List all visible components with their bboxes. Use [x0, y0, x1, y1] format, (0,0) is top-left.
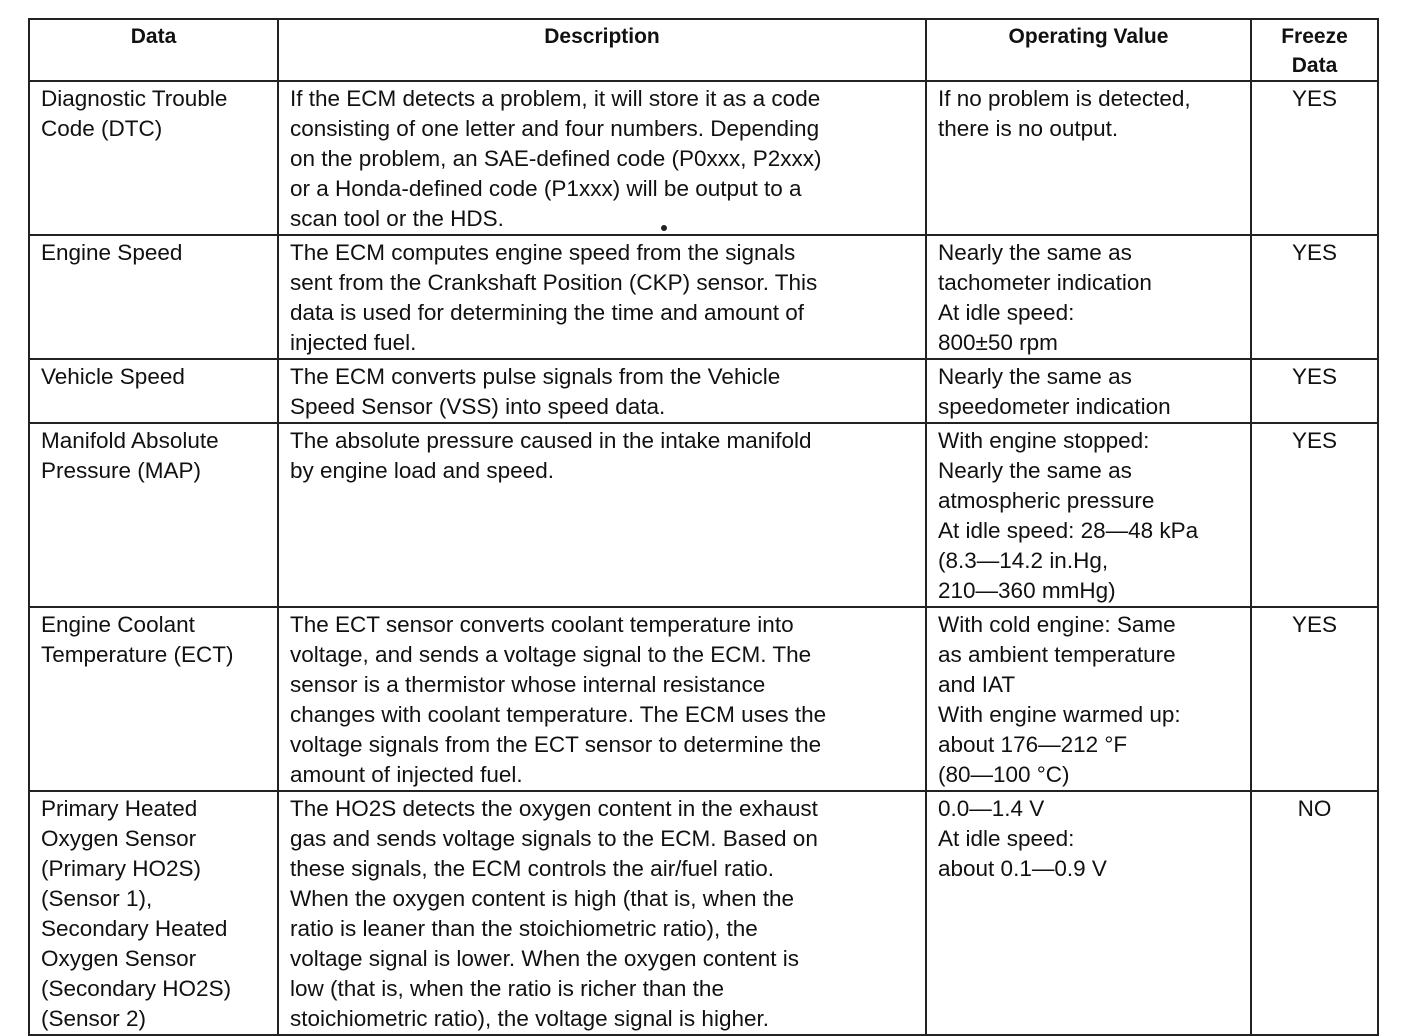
line: amount of injected fuel.	[290, 762, 523, 787]
line: With engine stopped:	[938, 428, 1150, 453]
cell-data	[29, 791, 278, 1035]
line: Oxygen Sensor	[41, 826, 197, 851]
line: The ECT sensor converts coolant temperature into	[290, 612, 794, 637]
line: data is used for determining the time and amount of	[290, 300, 805, 325]
cell-operating-value	[926, 607, 1251, 791]
line: Engine Speed	[41, 240, 183, 265]
line: and IAT	[938, 672, 1016, 697]
row-ho2s	[29, 791, 1378, 1035]
line: scan tool or the HDS.	[290, 206, 504, 231]
line: gas and sends voltage signals to the ECM. Based on	[290, 826, 818, 851]
cell-description	[278, 423, 926, 607]
line: voltage signals from the ECT sensor to determine the	[290, 732, 822, 757]
line: Nearly the same as	[938, 240, 1132, 265]
data-table	[28, 18, 1379, 1036]
line: voltage signal is lower. When the oxygen content is	[290, 946, 800, 971]
line: atmospheric pressure	[938, 488, 1155, 513]
line: The absolute pressure caused in the intake manifold	[290, 428, 812, 453]
cell-description	[278, 359, 926, 423]
header-row	[29, 19, 1378, 81]
line: speedometer indication	[938, 394, 1171, 419]
cell-operating-value	[926, 423, 1251, 607]
line: (Sensor 1),	[41, 886, 153, 911]
line: Nearly the same as	[938, 458, 1132, 483]
line: The HO2S detects the oxygen content in the exhaust	[290, 796, 818, 821]
line: (80—100 °C)	[938, 762, 1070, 787]
line: sent from the Crankshaft Position (CKP) sensor. This	[290, 270, 818, 295]
line: 210—360 mmHg)	[938, 578, 1116, 603]
cell-description	[278, 791, 926, 1035]
cell-operating-value	[926, 791, 1251, 1035]
line: At idle speed:	[938, 826, 1075, 851]
line: Engine Coolant	[41, 612, 195, 637]
cell-data	[29, 235, 278, 359]
line: At idle speed:	[938, 300, 1075, 325]
line: If the ECM detects a problem, it will store it as a code	[290, 86, 821, 111]
line: (Sensor 2)	[41, 1006, 147, 1031]
line: as ambient temperature	[938, 642, 1176, 667]
cell-freeze: NO	[1251, 791, 1378, 1035]
cell-freeze: YES	[1251, 81, 1378, 235]
line: Secondary Heated	[41, 916, 228, 941]
line: about 0.1—0.9 V	[938, 856, 1107, 881]
line: Nearly the same as	[938, 364, 1132, 389]
line: stoichiometric ratio), the voltage signal is higher.	[290, 1006, 769, 1031]
stray-dot-mark	[661, 225, 667, 231]
cell-description	[278, 81, 926, 235]
cell-freeze: YES	[1251, 359, 1378, 423]
row-vehicle-speed	[29, 359, 1378, 423]
line: about 176—212 °F	[938, 732, 1128, 757]
cell-data	[29, 423, 278, 607]
line: by engine load and speed.	[290, 458, 554, 483]
line: 800±50 rpm	[938, 330, 1058, 355]
cell-operating-value	[926, 81, 1251, 235]
cell-operating-value	[926, 359, 1251, 423]
line: Temperature (ECT)	[41, 642, 234, 667]
line: If no problem is detected,	[938, 86, 1191, 111]
line: The ECM computes engine speed from the signals	[290, 240, 796, 265]
line: Diagnostic Trouble	[41, 86, 228, 111]
line: Pressure (MAP)	[41, 458, 202, 483]
cell-description	[278, 235, 926, 359]
line: Primary Heated	[41, 796, 198, 821]
line: changes with coolant temperature. The ECM uses the	[290, 702, 827, 727]
line: Vehicle Speed	[41, 364, 185, 389]
cell-description	[278, 607, 926, 791]
cell-freeze: YES	[1251, 423, 1378, 607]
line: (Secondary HO2S)	[41, 976, 232, 1001]
row-engine-speed	[29, 235, 1378, 359]
cell-freeze: YES	[1251, 235, 1378, 359]
row-map	[29, 423, 1378, 607]
line: on the problem, an SAE-defined code (P0xxx, P2xxx)	[290, 146, 822, 171]
header-operating-value: Operating Value	[926, 19, 1251, 81]
header-description: Description	[278, 19, 926, 81]
cell-data	[29, 359, 278, 423]
line: injected fuel.	[290, 330, 417, 355]
line: (Primary HO2S)	[41, 856, 202, 881]
header-freeze-data-text: Freeze Data	[1281, 25, 1348, 77]
line: sensor is a thermistor whose internal resistance	[290, 672, 766, 697]
cell-data	[29, 81, 278, 235]
row-dtc	[29, 81, 1378, 235]
line: With engine warmed up:	[938, 702, 1181, 727]
line: With cold engine: Same	[938, 612, 1176, 637]
line: there is no output.	[938, 116, 1119, 141]
line: (8.3—14.2 in.Hg,	[938, 548, 1109, 573]
line: 0.0—1.4 V	[938, 796, 1045, 821]
cell-data	[29, 607, 278, 791]
line: tachometer indication	[938, 270, 1152, 295]
line: or a Honda-defined code (P1xxx) will be output to a	[290, 176, 802, 201]
line: Oxygen Sensor	[41, 946, 197, 971]
line: When the oxygen content is high (that is, when the	[290, 886, 795, 911]
cell-operating-value	[926, 235, 1251, 359]
line: Manifold Absolute	[41, 428, 219, 453]
header-freeze-data	[1251, 19, 1378, 81]
line: voltage, and sends a voltage signal to the ECM. The	[290, 642, 812, 667]
line: Code (DTC)	[41, 116, 163, 141]
line: Speed Sensor (VSS) into speed data.	[290, 394, 666, 419]
header-data: Data	[29, 19, 278, 81]
cell-freeze: YES	[1251, 607, 1378, 791]
line: consisting of one letter and four numbers. Depending	[290, 116, 820, 141]
line: ratio is leaner than the stoichiometric ratio), the	[290, 916, 758, 941]
line: The ECM converts pulse signals from the Vehicle	[290, 364, 781, 389]
line: low (that is, when the ratio is richer than the	[290, 976, 724, 1001]
line: these signals, the ECM controls the air/fuel ratio.	[290, 856, 774, 881]
row-ect	[29, 607, 1378, 791]
line: At idle speed: 28—48 kPa	[938, 518, 1199, 543]
